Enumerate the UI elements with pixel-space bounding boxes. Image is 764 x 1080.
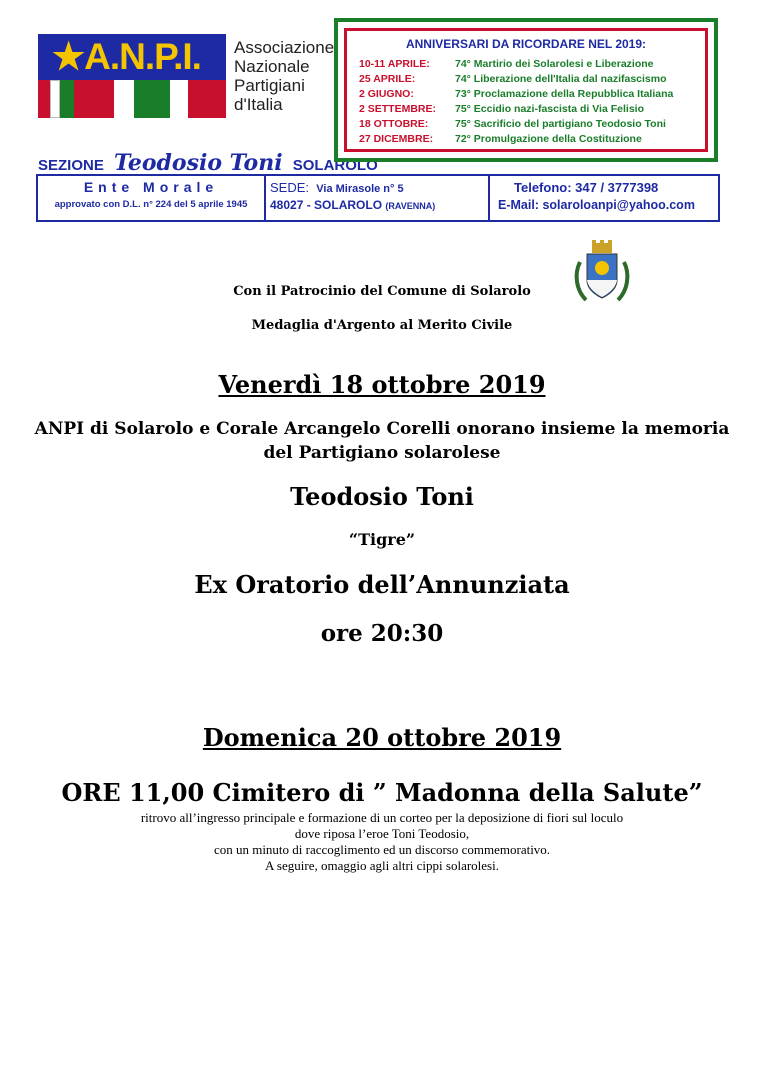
anniversaries-box — [334, 18, 718, 162]
italian-flag — [38, 80, 226, 118]
sede-cell — [266, 176, 490, 220]
patrocinio: Con il Patrocinio del Comune di Solarolo — [233, 284, 531, 299]
anniversary-date: 10-11 APRILE: — [359, 58, 430, 70]
medaglia: Medaglia d'Argento al Merito Civile — [251, 318, 513, 333]
logo-text: ★A.N.P.I. — [52, 36, 201, 77]
anniversary-date: 2 SETTEMBRE: — [359, 103, 437, 115]
address-line — [270, 198, 488, 212]
anniversary-date: 18 OTTOBRE: — [359, 118, 429, 130]
event2-place: ORE 11,00 Cimitero di ” Madonna della Salute” — [61, 778, 703, 807]
details-line: ritrovo all’ingresso principale e formazione di un corteo per la deposizione di fiori sul loculo — [140, 810, 624, 825]
anniversaries-title: ANNIVERSARI DA RICORDARE NEL 2019: — [405, 37, 647, 51]
contact-cell — [490, 176, 718, 220]
event1-subtitle-line2: del Partigiano solarolese — [263, 443, 501, 463]
ente-cell — [38, 176, 266, 220]
anniversary-date: 27 DICEMBRE: — [359, 133, 434, 145]
event1-subtitle-line1: ANPI di Solarolo e Corale Arcangelo Corelli onorano insieme la memoria — [34, 419, 730, 439]
anniversary-desc: 74° Liberazione dell'Italia dal nazifascismo — [455, 73, 667, 85]
contact-table — [36, 174, 720, 222]
sede-label: SEDE: — [270, 180, 310, 195]
anniversaries-inner-frame — [344, 28, 708, 152]
event2-details — [0, 810, 764, 874]
anniversaries-list — [359, 57, 673, 147]
event1-date: Venerdì 18 ottobre 2019 — [218, 370, 546, 399]
details-line: A seguire, omaggio agli altri cippi solarolesi. — [265, 858, 499, 873]
sezione-place: SOLAROLO — [292, 157, 378, 174]
anniversary-row — [359, 57, 673, 72]
sede-via: Via Mirasole n° 5 — [316, 183, 404, 195]
ente-morale: Ente Morale — [83, 179, 219, 195]
partisan-nickname: “Tigre” — [348, 530, 416, 549]
event1-place: Ex Oratorio dell’Annunziata — [194, 570, 570, 599]
telefono[interactable]: Telefono: 347 / 3777398 — [514, 180, 659, 195]
anniversary-desc: 75° Sacrificio del partigiano Teodosio Toni — [455, 118, 666, 130]
sezione-name: Teodosio Toni — [114, 150, 283, 176]
details-line: con un minuto di raccoglimento ed un discorso commemorativo. — [213, 842, 551, 857]
anniversary-desc: 75° Eccidio nazi-fascista di Via Felisio — [455, 103, 644, 115]
anniversary-date: 2 GIUGNO: — [359, 88, 414, 100]
sezione-label: SEZIONE — [38, 157, 104, 174]
assoc-line: Associazione — [234, 38, 335, 57]
event2-date: Domenica 20 ottobre 2019 — [202, 723, 562, 752]
assoc-line: Partigiani — [234, 76, 305, 95]
anniversary-row — [359, 72, 673, 87]
anniversary-row — [359, 132, 673, 147]
anniversary-row — [359, 87, 673, 102]
anniversary-row — [359, 117, 673, 132]
anniversary-row — [359, 102, 673, 117]
event1-time: ore 20:30 — [320, 620, 444, 647]
assoc-line: Nazionale — [234, 57, 310, 76]
email-link[interactable]: E-Mail: solaroloanpi@yahoo.com — [498, 198, 695, 212]
anniversary-desc: 73° Proclamazione della Repubblica Italiana — [455, 88, 674, 100]
details-line: dove riposa l’eroe Toni Teodosio, — [294, 826, 470, 841]
anniversary-desc: 72° Promulgazione della Costituzione — [455, 133, 642, 145]
approvato-text: approvato con D.L. n° 224 del 5 aprile 1945 — [54, 199, 248, 210]
province: (RAVENNA) — [385, 201, 436, 211]
cap-city: 48027 - SOLAROLO — [270, 198, 383, 212]
anniversary-date: 25 APRILE: — [359, 73, 416, 85]
partisan-name: Teodosio Toni — [290, 482, 474, 511]
anpi-logo — [38, 34, 226, 120]
sezione-line — [38, 150, 378, 176]
assoc-line: d'Italia — [234, 95, 283, 114]
association-name — [234, 38, 334, 114]
sede-line — [270, 180, 488, 195]
anniversary-desc: 74° Martirio dei Solarolesi e Liberazione — [455, 58, 654, 70]
